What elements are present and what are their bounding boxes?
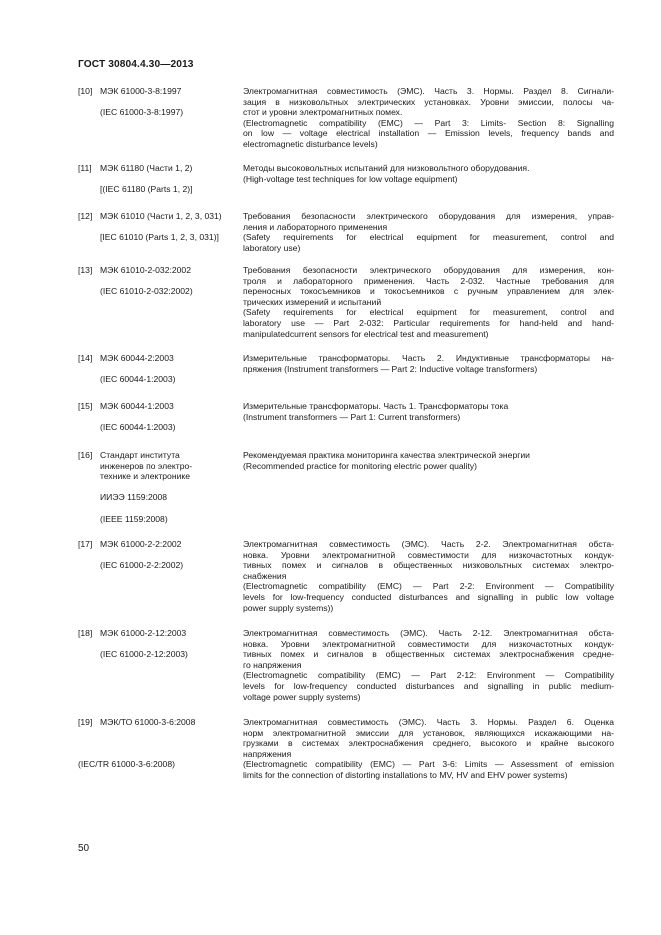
reference-description (243, 628, 614, 702)
standard-line: (IEC 61010-2-032:2002) (100, 286, 193, 297)
description-line: laboratory use) (243, 242, 301, 253)
standard-line: (IEEE 1159:2008) (100, 513, 168, 524)
description-line: electromagnetic disturbance levels) (243, 138, 378, 149)
standard-line: (IEC 60044-1:2003) (100, 374, 176, 385)
reference-number: [10] (78, 86, 93, 96)
description-line: (Electromagnetic compatibility (EMC) — Part 3: Limits- Section 8: Signalling (243, 117, 614, 128)
reference-standard (100, 628, 245, 660)
standard-line: МЭК 61010 (Части 1, 2, 3, 031) (100, 211, 222, 221)
description-line: manipulatedcurrent sensors for electrical test and measurement) (243, 328, 489, 339)
standard-line: (IEC 61000-3-8:1997) (100, 107, 184, 118)
reference-description (243, 401, 614, 422)
reference-standard (100, 265, 245, 297)
reference-standard (100, 211, 245, 243)
reference-description (243, 450, 614, 471)
description-line: Рекомендуемая практика мониторинга качества электрической энергии (243, 450, 530, 460)
standard-line: Стандарт института (100, 450, 180, 460)
reference-standard (100, 86, 245, 118)
reference-standard (100, 450, 245, 524)
description-line: напряжения (243, 748, 292, 759)
reference-number: [11] (78, 163, 92, 173)
reference-number: [13] (78, 265, 93, 275)
standard-line: [IEC 61010 (Parts 1, 2, 3, 031)] (100, 232, 219, 243)
description-line: (Electromagnetic compatibility (EMC) — Part 3-6: Limits — Assessment of emission (243, 759, 614, 770)
description-line: (Safety requirements for electrical equipment for measurement, control and (243, 232, 614, 243)
reference-description (243, 353, 614, 374)
description-line: новка. Уровни электромагнитной совместимости для низкочастотных кондук- (243, 549, 614, 560)
page-header-title: ГОСТ 30804.4.30—2013 (78, 59, 194, 70)
standard-line: МЭК 61010-2-032:2002 (100, 265, 191, 275)
description-line: Измерительные трансформаторы. Часть 2. Индуктивные трансформаторы на- (243, 353, 614, 363)
description-line: тивных помех и сигналов в общественных системах электроснабжения средне- (243, 649, 614, 660)
description-line: тивных помех и сигналов в общественных низковольтных системах электро- (243, 560, 614, 571)
reference-description (243, 539, 614, 613)
standard-alt-line: (IEC/TR 61000-3-6:2008) (78, 759, 175, 770)
description-line: снабжения (243, 570, 287, 581)
description-line: levels for low-frequency conducted disturbances and signalling in public medium- (243, 680, 614, 691)
standard-line: [(IEC 61180 (Parts 1, 2)] (100, 184, 193, 195)
reference-standard (100, 717, 245, 728)
reference-number: [19] (78, 717, 93, 727)
description-line: levels for low-frequency conducted disturbances and signalling in public low voltage (243, 591, 614, 602)
description-line: Методы высоковольтных испытаний для низковольтного оборудования. (243, 163, 530, 173)
description-line: (Recommended practice for monitoring electric power quality) (243, 460, 478, 471)
standard-line: МЭК 61000-2-2:2002 (100, 539, 182, 549)
reference-standard (100, 401, 245, 433)
description-line: зация в низковольтных электрических установках. Уровни эмиссии, полосы ча- (243, 96, 614, 107)
description-line: (Electromagnetic compatibility (EMC) — Part 2-2: Environment — Compatibility (243, 581, 614, 592)
reference-description (243, 717, 614, 781)
description-line: (Instrument transformers — Part 1: Current transformers) (243, 411, 461, 422)
standard-line: (IEC 60044-1:2003) (100, 422, 176, 433)
reference-number: [15] (78, 401, 93, 411)
reference-number: [16] (78, 450, 93, 460)
description-line: го напряжения (243, 659, 302, 670)
reference-standard (100, 353, 245, 385)
standard-line: инженеров по электро- (100, 460, 193, 471)
description-line: ления и лабораторного применения (243, 221, 388, 232)
standard-line: МЭК 60044-1:2003 (100, 401, 174, 411)
description-line: новка. Уровни электромагнитной совместимости для низкочастотных кондук- (243, 638, 614, 649)
reference-number: [17] (78, 539, 93, 549)
description-line: троля и лабораторного применения. Часть 2-032. Частные требования для (243, 275, 614, 286)
standard-line: МЭК 60044-2:2003 (100, 353, 174, 363)
description-line: power supply systems)) (243, 602, 334, 613)
description-line: Электромагнитная совместимость (ЭМС). Часть 2-12. Электромагнитная обста- (243, 628, 614, 638)
description-line: Электромагнитная совместимость (ЭМС). Часть 3. Нормы. Раздел 8. Сигнали- (243, 86, 614, 96)
reference-standard (100, 539, 245, 571)
description-line: Измерительные трансформаторы. Часть 1. Трансформаторы тока (243, 401, 509, 411)
reference-description (243, 163, 614, 184)
reference-description (243, 211, 614, 253)
standard-line: (IEC 61000-2-2:2002) (100, 560, 184, 571)
description-line: Требования безопасности электрического оборудования для измерения, кон- (243, 265, 614, 275)
description-line: limits for the connection of distorting installations to MV, HV and EHV power systems) (243, 769, 568, 780)
standard-line: МЭК/ТО 61000-3-6:2008 (100, 717, 196, 727)
reference-description (243, 265, 614, 339)
description-line: Требования безопасности электрического оборудования для измерения, управ- (243, 211, 614, 221)
description-line: грузками в системах электроснабжения среднего, высокого и крайне высокого (243, 738, 614, 749)
standard-line: технике и электронике (100, 471, 191, 482)
reference-description (243, 86, 614, 150)
description-line: (Safety requirements for electrical equipment for measurement, control and (243, 307, 614, 318)
description-line: voltage power supply systems) (243, 691, 361, 702)
description-line: Электромагнитная совместимость (ЭМС). Часть 3. Нормы. Раздел 6. Оценка (243, 717, 614, 727)
description-line: трических измерений и испытаний (243, 296, 382, 307)
reference-number: [18] (78, 628, 93, 638)
standard-line: МЭК 61000-3-8:1997 (100, 86, 182, 96)
description-line: (Electromagnetic compatibility (EMC) — Part 2-12: Environment — Compatibility (243, 670, 614, 681)
description-line: Электромагнитная совместимость (ЭМС). Часть 2-2. Электромагнитная обста- (243, 539, 614, 549)
standard-line: (IEC 61000-2-12:2003) (100, 649, 188, 660)
description-line: laboratory use — Part 2-032: Particular requirements for hand-held and hand- (243, 317, 614, 328)
description-line: стот и уровни электромагнитных помех. (243, 107, 403, 118)
reference-number: [12] (78, 211, 93, 221)
standard-line: МЭК 61180 (Части 1, 2) (100, 163, 193, 173)
page-number: 50 (78, 843, 90, 854)
reference-standard (100, 163, 245, 195)
description-line: пряжения (Instrument transformers — Part 2: Inductive voltage transformers) (243, 363, 538, 374)
description-line: норм электромагнитной эмиссии для установок, являющихся искажающими на- (243, 727, 614, 738)
standard-line: ИИЭЭ 1159:2008 (100, 492, 168, 503)
description-line: переносных токосъемников и токосъемников с ручным управлением для элек- (243, 286, 614, 297)
reference-number: [14] (78, 353, 93, 363)
description-line: on low — voltage electrical installation — Emission levels, frequency bands and (243, 128, 614, 139)
standard-line: МЭК 61000-2-12:2003 (100, 628, 187, 638)
description-line: (High-voltage test techniques for low voltage equipment) (243, 173, 458, 184)
